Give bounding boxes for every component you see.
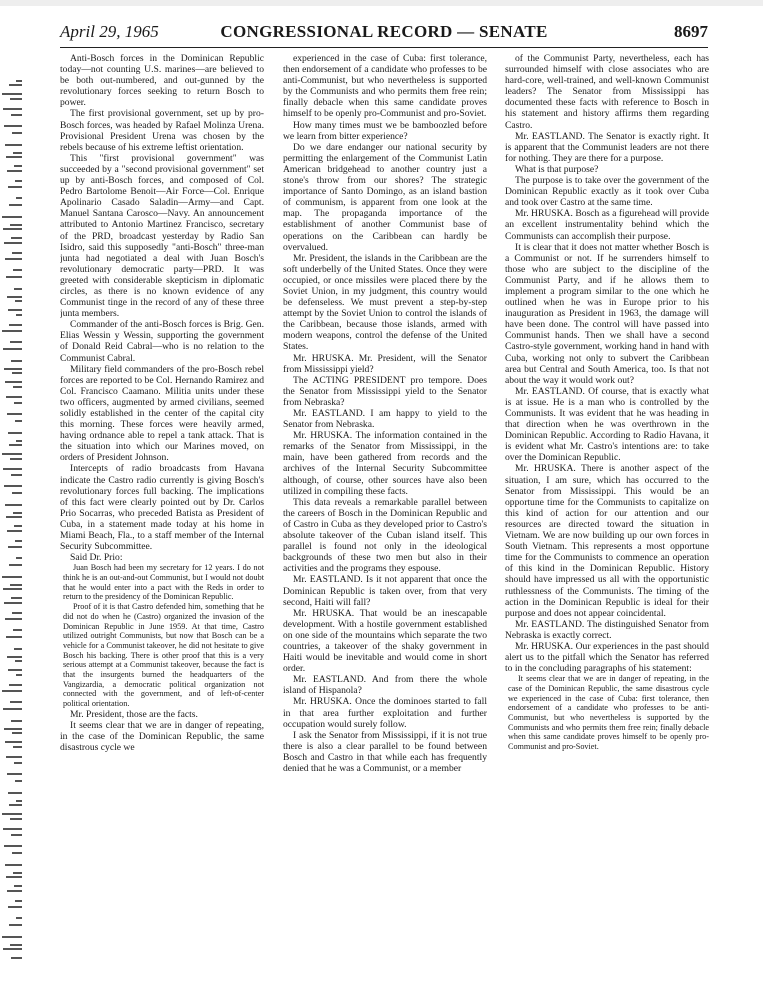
- scan-mark: [9, 924, 22, 926]
- scan-mark: [11, 474, 22, 476]
- paragraph: Mr. EASTLAND. The distinguished Senator from Nebraska is exactly correct.: [505, 618, 709, 641]
- paragraph: Mr. EASTLAND. Is it not apparent that once the Dominican Republic is taken over, from that very second, Haiti will fall?: [283, 574, 487, 608]
- page-header: [60, 20, 708, 44]
- paragraph: Mr. HRUSKA. Our experiences in the past should alert us to the pitfall which the Senator has referred to in the concluding paragraphs of his statement:: [505, 640, 709, 675]
- paragraph: Mr. HRUSKA. There is another aspect of the situation, I am sure, which has occurred to the Senator from Mississippi. This would be an opportune time for the Communists to capitalize on this kind of action for our attention and our resources are directed toward the situation in Vietnam. We are now building up our own forces in South Vietnam. This represents a most opportune time for the Communists to commence an operation of this kind in the Dominican Republic. History should have impressed us all with the opportunistic ruthlessness of the Communists. The timing of the action in the Dominican Republic is ideal for their purpose and does not appear coincidental.: [505, 463, 709, 619]
- scan-mark: [6, 396, 22, 398]
- scan-mark: [5, 144, 22, 146]
- scan-mark: [2, 330, 22, 332]
- paragraph: It seems clear that we are in danger of repeating, in the case of the Dominican Republic, the same disastrous cycle we: [60, 719, 264, 754]
- paragraph: Mr. EASTLAND. I am happy to yield to the Senator from Nebraska.: [283, 408, 487, 431]
- paragraph: Mr. President, the islands in the Caribbean are the soft underbelly of the United States. Once they were occupied, or once missiles were placed there by the Soviet Union, in my judgment, this country would be defenseless. We must prevent a step-by-step attempt by the Soviet Union to control the islands of the Caribbean, because those islands, armed with modern weapons, control the defense of the United States.: [283, 252, 487, 353]
- scan-mark: [5, 381, 22, 383]
- paragraph: How many times must we be bamboozled before we learn from bitter experience?: [283, 119, 487, 142]
- scan-mark: [2, 690, 22, 692]
- scan-mark: [11, 834, 22, 836]
- scan-mark: [8, 186, 22, 188]
- scan-mark: [10, 944, 22, 946]
- scan-mark: [13, 386, 22, 388]
- header-rule: [60, 47, 708, 48]
- scan-mark: [2, 813, 22, 815]
- scan-mark: [9, 564, 22, 566]
- paragraph: Mr. EASTLAND. The Senator is exactly right. It is apparent that the Communist leaders are not there for nothing. They are there for a purpose.: [505, 130, 709, 164]
- page-number: 8697: [674, 22, 708, 41]
- scan-mark: [3, 228, 22, 230]
- scan-mark: [6, 876, 22, 878]
- scan-mark: [10, 584, 22, 586]
- scan-mark: [9, 324, 22, 326]
- paragraph: Mr. EASTLAND. Of course, that is exactly what is at issue. He is a man who is controlled by the Communists. It was evident that he was heading in that direction when he was overthrown in the Dominican Republic. According to Radio Havana, it is evident what Mr. Castro's intentions are: to take over the Dominican Republic.: [505, 385, 709, 464]
- scan-mark: [7, 890, 22, 892]
- scan-mark: [16, 197, 22, 199]
- scan-mark: [14, 402, 22, 404]
- scan-mark: [10, 98, 22, 100]
- scan-margin-marks: [2, 80, 24, 970]
- scan-mark: [6, 756, 22, 758]
- paragraph: The ACTING PRESIDENT pro tempore. Does the Senator from Mississippi yield to the Senator from Nebraska?: [283, 374, 487, 408]
- scan-mark: [12, 252, 22, 254]
- scan-mark: [4, 602, 22, 604]
- scan-mark: [15, 900, 22, 902]
- scan-mark: [3, 108, 22, 110]
- scan-mark: [7, 170, 22, 172]
- scan-mark: [7, 773, 22, 775]
- text-column-2: [283, 53, 487, 973]
- scan-mark: [14, 762, 22, 764]
- scan-mark: [9, 684, 22, 686]
- scan-edge: [0, 0, 763, 6]
- text-column-1: [60, 53, 264, 973]
- scan-mark: [15, 540, 22, 542]
- paragraph: of the Communist Party, nevertheless, each has surrounded himself with close associates who are hard-core, well-trained, and well-known Communist leaders? The Senator from Mississippi has documented these facts with reference to Bosch in his statement and history affirms them regarding Castro.: [505, 53, 709, 131]
- scan-mark: [6, 276, 22, 278]
- scan-mark: [8, 792, 22, 794]
- scan-mark: [7, 413, 22, 415]
- paragraph: Do we dare endanger our national security by permitting the enlargement of the Communist Latin American bridgehead to another country just a stone's throw from our shores? The strategic importance of Santo Domingo, as an island bastion of communism, is apparent from one look at the map. The propaganda importance of the establishment of another Communist base of operations on the Caribbean can hardly be overvalued.: [283, 141, 487, 253]
- scan-mark: [13, 152, 22, 154]
- scan-mark: [3, 708, 22, 710]
- paragraph: The first provisional government, set up by pro-Bosch forces, was headed by Rafael Molinza Urena. Provisional President Urena was chosen by the rebels because of his extreme leftist orientation.: [60, 108, 264, 153]
- scan-mark: [2, 93, 22, 95]
- scan-mark: [4, 728, 22, 730]
- scan-mark: [15, 420, 22, 422]
- scan-mark: [16, 80, 22, 82]
- scan-mark: [11, 720, 22, 722]
- issue-date: April 29, 1965: [60, 22, 159, 41]
- scan-mark: [11, 360, 22, 362]
- scan-mark: [6, 516, 22, 518]
- scan-mark: [15, 780, 22, 782]
- scan-mark: [8, 669, 22, 671]
- scan-mark: [7, 530, 22, 532]
- scan-mark: [11, 597, 22, 599]
- paragraph: Anti-Bosch forces in the Dominican Republic today—not counting U.S. marines—are believed to be both out-numbered, and out-gunned by the revolutionary forces seeking to return Bosch to power.: [60, 53, 264, 109]
- paragraph: What is that purpose?: [515, 163, 599, 175]
- paragraph: I ask the Senator from Mississippi, if it is not true there is also a clear parallel to be found between Bosch and Castro in that while each has frequently denied that he was a Communist, or a member: [283, 729, 487, 774]
- paragraph: Commander of the anti-Bosch forces is Brig. Gen. Elias Wessin y Wessin, supporting the government of Donald Reid Cabral—who is no relation to the Communist Cabral.: [60, 319, 264, 364]
- paragraph: Intercepts of radio broadcasts from Havana indicate the Castro radio currently is giving Bosch's revolutionary forces full backing. The implications of this fact were clearly pointed out by Dr. Carlos Prio Socarras, who preceded Batista as President of Cuba, in a statement made today at his home in Miami Beach, Fla., to a staff member of the Internal Security Subcommittee.: [60, 463, 264, 553]
- scan-mark: [9, 84, 22, 86]
- scan-mark: [12, 132, 22, 134]
- scan-mark: [7, 656, 22, 658]
- scan-mark: [9, 204, 22, 206]
- scan-mark: [16, 674, 22, 676]
- scan-mark: [15, 660, 22, 662]
- publication-title: CONGRESSIONAL RECORD — SENATE: [220, 22, 548, 41]
- scan-mark: [10, 224, 22, 226]
- scan-mark: [6, 636, 22, 638]
- scan-mark: [16, 917, 22, 919]
- scan-mark: [9, 444, 22, 446]
- scan-mark: [3, 948, 22, 950]
- scan-mark: [12, 732, 22, 734]
- paragraph: Mr. HRUSKA. Mr. President, will the Senator from Mississippi yield?: [283, 352, 487, 375]
- scan-mark: [5, 864, 22, 866]
- paragraph: Mr. EASTLAND. And from there the whole island of Hispanola?: [283, 674, 487, 697]
- scan-mark: [15, 300, 22, 302]
- paragraph: It is clear that it does not matter whether Bosch is a Communist or not. If he surrenders himself to those who are subject to the discipline of the Communist Party, and if he allows them to implement a program similar to the one which he outlined when he was in Europe prior to his inauguration as President in 1963, the damage will have been done. The control will have passed into Communist hands. Then we shall have a second Castro-style government, working hand in hand with Cuba, working not only to subvert the Caribbean area but Central and South America, too. Is that not about the way it would work out?: [505, 241, 709, 386]
- paragraph: Mr. HRUSKA. Bosch as a figurehead will provide an excellent instrumentality behind which the Communists can accomplish their purpose.: [505, 208, 709, 242]
- scan-mark: [10, 818, 22, 820]
- scan-mark: [13, 512, 22, 514]
- scan-mark: [14, 885, 22, 887]
- text-column-3: [505, 53, 709, 973]
- scan-mark: [16, 314, 22, 316]
- scan-mark: [13, 872, 22, 874]
- scan-mark: [16, 557, 22, 559]
- scan-mark: [6, 156, 22, 158]
- paragraph: Said Dr. Prio:: [70, 552, 123, 564]
- scan-mark: [13, 269, 22, 271]
- scan-mark: [16, 800, 22, 802]
- scan-mark: [8, 906, 22, 908]
- scan-mark: [14, 648, 22, 650]
- scan-mark: [14, 165, 22, 167]
- scan-mark: [5, 741, 22, 743]
- paragraph: experienced in the case of Cuba: first tolerance, then endorsement of a candidate who professes to be anti-Communist, but who nevertheless is supported by the Communists and who permits them free rein; finally debacle when this same candidate proves himself to be openly pro-Communist and pro-Soviet.: [283, 53, 487, 120]
- scan-mark: [12, 852, 22, 854]
- quoted-paragraph: Proof of it is that Castro defended him, something that he did not do when he (Castro) organized the invasion of the Dominican Republic in June 1959. At that time, Castro utilized outright Communists, but now that Bosch can be a vehicle for a Communist takeover, he did not hesitate to give Bosch his backing. There is other proof that this is a very serious attempt at a Communist takeover, because the fact is that the insurgents burned the headquarters of the Vangizardia, a democratic political organization not connected with the government, and of left-of-center political orientation.: [63, 602, 264, 709]
- scan-mark: [4, 242, 22, 244]
- scan-mark: [12, 492, 22, 494]
- scan-mark: [10, 458, 22, 460]
- paragraph: Mr. HRUSKA. Once the dominoes started to fall in that area further exploitation and further occupation would surely follow.: [283, 696, 487, 730]
- scan-mark: [2, 936, 22, 938]
- paragraph: Mr. HRUSKA. The information contained in the remarks of the Senator from Mississippi, in the main, have been gathered from records and the archives of the Internal Security Subcommittee although, of course, other sources have also been utilized in compiling these facts.: [283, 430, 487, 497]
- quoted-paragraph: Juan Bosch had been my secretary for 12 years. I do not think he is an out-and-out Communist, but I would not doubt that he would enter into a pact with the Reds in order to return to the presidency of the Dominican Republic.: [63, 563, 264, 602]
- scan-mark: [15, 180, 22, 182]
- scan-mark: [14, 288, 22, 290]
- scan-mark: [3, 828, 22, 830]
- scan-mark: [4, 125, 22, 127]
- scan-mark: [8, 546, 22, 548]
- paragraph: Mr. President, those are the facts.: [70, 708, 198, 720]
- scan-mark: [3, 588, 22, 590]
- paragraph: Mr. HRUSKA. That would be an inescapable development. With a hostile government established on one side of the mountains which separate the two countries, a takeover of the shaky government in Haiti would be inevitable and would come in short order.: [283, 607, 487, 675]
- scan-mark: [14, 525, 22, 527]
- scan-mark: [11, 114, 22, 116]
- scan-mark: [10, 701, 22, 703]
- scan-mark: [3, 348, 22, 350]
- scan-mark: [2, 216, 22, 218]
- scan-mark: [13, 746, 22, 748]
- scan-mark: [5, 258, 22, 260]
- scan-mark: [9, 804, 22, 806]
- scan-mark: [8, 432, 22, 434]
- scan-mark: [5, 504, 22, 506]
- scan-mark: [16, 440, 22, 442]
- scan-mark: [4, 368, 22, 370]
- scan-mark: [8, 309, 22, 311]
- paragraph: This data reveals a remarkable parallel between the careers of Bosch in the Dominican Republic and of Castro in Cuba as they developed prior to Castro's absolute takeover of the Cuban island itself. This parallel is found not only in the ideological backgrounds of these two men but also in their activities and the programs they espouse.: [283, 496, 487, 575]
- scan-mark: [11, 957, 22, 959]
- scan-mark: [5, 618, 22, 620]
- scan-mark: [7, 296, 22, 298]
- scan-mark: [2, 576, 22, 578]
- paragraph: The purpose is to take over the government of the Dominican Republic exactly as it took over Cuba and took over Castro at the same time.: [505, 175, 709, 209]
- paragraph: Military field commanders of the pro-Bosch rebel forces are reported to be Col. Hernando Ramirez and Col. Francisco Caamano. Militia units under these two officers, augmented by armed civilians, seemed solidly established in the center of the capital city this morning. These forces were heavily armed, having ordnance able to repel a tank attack. That is the situation into which our Marines moved, on orders of President Johnson.: [60, 363, 264, 464]
- paragraph: This "first provisional government" was succeeded by a "second provisional government" set up by anti-Bosch forces, and composed of Col. Pedro Bartolome Benoit—Air Force—Col. Enrique Apolinario Casado Saladin—Army—and Capt. Manuel Santana Carosco—Navy. An announcement attributed to Antonio Martinez Francisco, secretary of the PRD, broadcast yesterday by Radio San Isidro, said this supposedly "anti-Bosch" three-man junta had negotiated a deal with Juan Bosch's revolutionary democratic party—PRD. It was greeted with considerable skepticism in diplomatic circles, as there is no known evidence of any Communist tinge in the record of any of these three junta members.: [60, 152, 264, 320]
- scan-mark: [3, 468, 22, 470]
- scan-mark: [13, 629, 22, 631]
- scan-mark: [4, 485, 22, 487]
- scan-mark: [12, 612, 22, 614]
- scan-mark: [10, 341, 22, 343]
- scan-mark: [4, 845, 22, 847]
- quoted-paragraph: It seems clear that we are in danger of repeating, in the case of the Dominican Republic, the same disastrous cycle we experienced in the case of Cuba: first tolerance, then endorsement of a candidate who professes to be anti-Communist, but who nevertheless is supported by the Communists and who permits them free rein; finally debacle when this same candidate proves himself to be openly pro-Communist and pro-Soviet.: [508, 674, 709, 752]
- scan-mark: [12, 372, 22, 374]
- scan-mark: [2, 453, 22, 455]
- scan-mark: [11, 237, 22, 239]
